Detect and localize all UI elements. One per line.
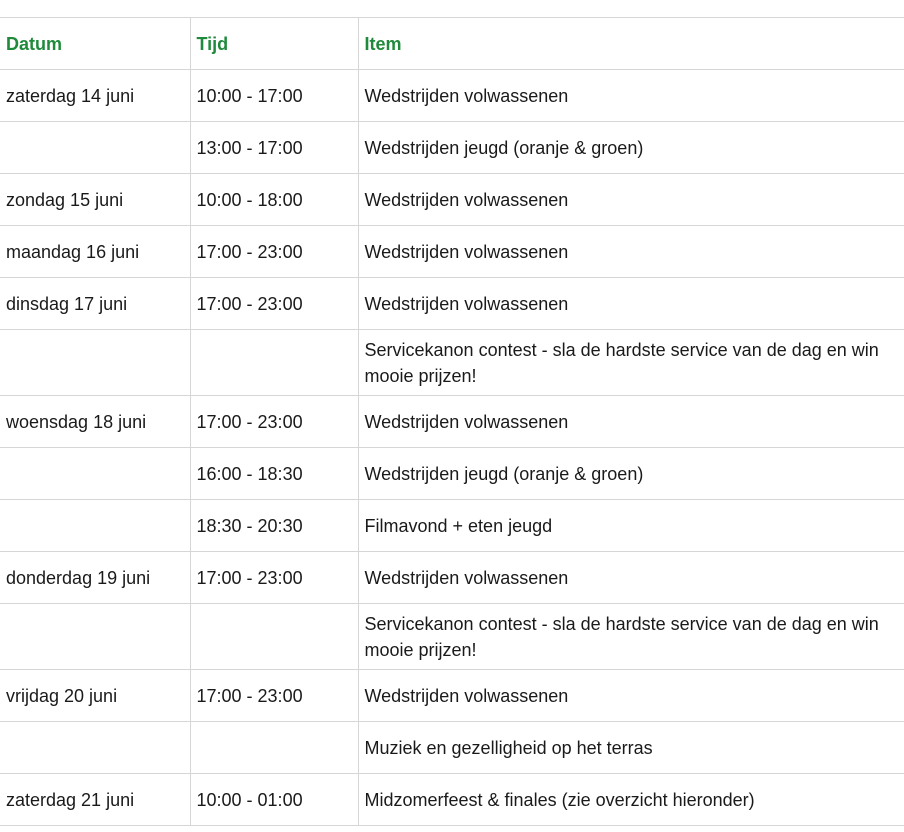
- table-row: [0, 278, 904, 330]
- cell-datum: [0, 722, 190, 774]
- cell-datum: dinsdag 17 juni: [0, 278, 190, 330]
- cell-tijd: 13:00 - 17:00: [190, 122, 358, 174]
- header-datum: Datum: [0, 18, 190, 70]
- cell-item: Wedstrijden volwassenen: [358, 226, 904, 278]
- cell-tijd: 10:00 - 18:00: [190, 174, 358, 226]
- cell-tijd: [190, 722, 358, 774]
- cell-datum: maandag 16 juni: [0, 226, 190, 278]
- cell-tijd: 17:00 - 23:00: [190, 670, 358, 722]
- cell-item: Filmavond + eten jeugd: [358, 500, 904, 552]
- cell-tijd: [190, 330, 358, 396]
- cell-tijd: 18:30 - 20:30: [190, 500, 358, 552]
- cell-item: Wedstrijden volwassenen: [358, 670, 904, 722]
- cell-tijd: 16:00 - 18:30: [190, 448, 358, 500]
- cell-item: Wedstrijden volwassenen: [358, 174, 904, 226]
- schedule-table: [0, 17, 904, 826]
- cell-item: Wedstrijden volwassenen: [358, 396, 904, 448]
- table-row: [0, 500, 904, 552]
- table-row: [0, 774, 904, 826]
- table-row: [0, 670, 904, 722]
- cell-item: Wedstrijden jeugd (oranje & groen): [358, 122, 904, 174]
- table-row: [0, 396, 904, 448]
- cell-datum: [0, 330, 190, 396]
- cell-datum: zaterdag 14 juni: [0, 70, 190, 122]
- cell-item: Wedstrijden volwassenen: [358, 552, 904, 604]
- cell-datum: donderdag 19 juni: [0, 552, 190, 604]
- cell-datum: vrijdag 20 juni: [0, 670, 190, 722]
- table-row: [0, 722, 904, 774]
- table-row: [0, 330, 904, 396]
- header-row: [0, 18, 904, 70]
- table-row: [0, 552, 904, 604]
- table-row: [0, 448, 904, 500]
- cell-item: Wedstrijden volwassenen: [358, 70, 904, 122]
- cell-tijd: 17:00 - 23:00: [190, 396, 358, 448]
- cell-tijd: [190, 604, 358, 670]
- cell-item: Wedstrijden jeugd (oranje & groen): [358, 448, 904, 500]
- cell-datum: [0, 604, 190, 670]
- cell-tijd: 17:00 - 23:00: [190, 552, 358, 604]
- table-row: [0, 122, 904, 174]
- table-row: [0, 226, 904, 278]
- cell-datum: zaterdag 21 juni: [0, 774, 190, 826]
- cell-datum: [0, 500, 190, 552]
- cell-tijd: 17:00 - 23:00: [190, 278, 358, 330]
- table-row: [0, 174, 904, 226]
- cell-item: Servicekanon contest - sla de hardste service van de dag en win mooie prijzen!: [358, 604, 904, 670]
- cell-tijd: 10:00 - 17:00: [190, 70, 358, 122]
- cell-datum: zondag 15 juni: [0, 174, 190, 226]
- header-item: Item: [358, 18, 904, 70]
- cell-datum: [0, 122, 190, 174]
- table-row: [0, 604, 904, 670]
- table-row: [0, 70, 904, 122]
- cell-tijd: 10:00 - 01:00: [190, 774, 358, 826]
- cell-datum: [0, 448, 190, 500]
- cell-tijd: 17:00 - 23:00: [190, 226, 358, 278]
- cell-item: Servicekanon contest - sla de hardste service van de dag en win mooie prijzen!: [358, 330, 904, 396]
- cell-item: Wedstrijden volwassenen: [358, 278, 904, 330]
- header-tijd: Tijd: [190, 18, 358, 70]
- cell-item: Midzomerfeest & finales (zie overzicht hieronder): [358, 774, 904, 826]
- cell-item: Muziek en gezelligheid op het terras: [358, 722, 904, 774]
- cell-datum: woensdag 18 juni: [0, 396, 190, 448]
